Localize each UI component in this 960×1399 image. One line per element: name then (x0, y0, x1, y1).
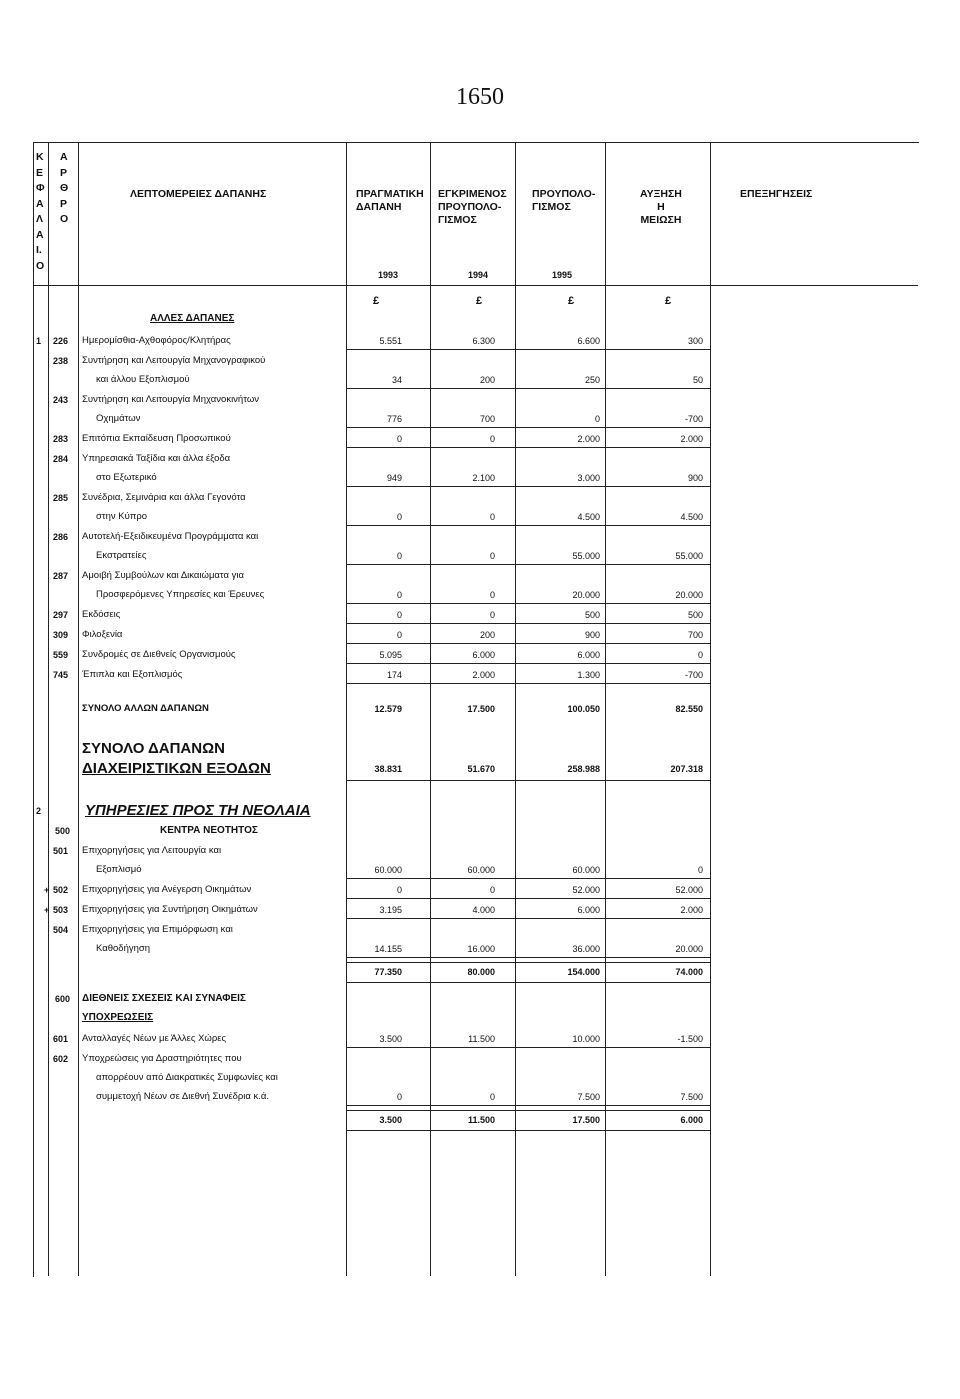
section-title: ΑΛΛΕΣ ΔΑΠΑΝΕΣ (150, 313, 235, 324)
rule (346, 982, 710, 983)
total-value: 17.500 (467, 704, 495, 714)
row-value: 52.000 (675, 885, 703, 895)
kefalaio-number: 2 (36, 806, 42, 816)
subtotal-value: 6.000 (680, 1115, 703, 1125)
row-rule (346, 623, 710, 624)
row-value: 20.000 (572, 590, 600, 600)
row-value: 0 (594, 414, 600, 424)
row-value: 2.000 (680, 434, 703, 444)
row-description: Αυτοτελή-Εξειδικευμένα Προγράμματα και (82, 531, 259, 542)
row-value: 3.500 (379, 1034, 402, 1044)
row-code: 503 (53, 905, 69, 915)
row-value: 0 (489, 590, 495, 600)
row-code: 501 (53, 846, 69, 856)
header-letter: Ρ (60, 197, 68, 210)
header-letter: Α (36, 228, 44, 241)
row-code: 309 (53, 630, 69, 640)
row-value: 2.000 (680, 905, 703, 915)
row-rule (346, 564, 710, 565)
row-description: Αμοιβή Συμβούλων και Δικαιώματα για (82, 570, 245, 581)
group-title: ΔΙΕΘΝΕΙΣ ΣΧΕΣΕΙΣ ΚΑΙ ΣΥΝΑΦΕΙΣ (82, 993, 246, 1004)
col-divider (78, 142, 79, 1276)
row-description: Ανταλλαγές Νέων με Άλλες Χώρες (82, 1033, 227, 1044)
row-value: -700 (684, 670, 703, 680)
year-approved: 1994 (468, 270, 489, 280)
subtotal-value: 17.500 (572, 1115, 600, 1125)
row-description: Συνδρομές σε Διεθνείς Οργανισμούς (82, 649, 236, 660)
row-value: 0 (489, 512, 495, 522)
arthro-header (60, 150, 68, 228)
row-value: 4.000 (472, 905, 495, 915)
currency-symbol: £ (568, 295, 575, 307)
row-rule (346, 957, 710, 958)
explanations-header: ΕΠΕΞΗΓΗΣΕΙΣ (740, 188, 813, 200)
row-value: 36.000 (572, 944, 600, 954)
row-rule (346, 603, 710, 604)
row-value: 2.000 (577, 434, 600, 444)
row-code: 284 (53, 454, 69, 464)
row-description: Επιχορηγήσεις για Λειτουργία και (82, 845, 222, 856)
grand-total-label-1: ΣΥΝΟΛΟ ΔΑΠΑΝΩΝ (82, 740, 225, 757)
row-value: 16.000 (467, 944, 495, 954)
row-value: 55.000 (675, 551, 703, 561)
row-description: Οχημάτων (96, 413, 141, 424)
col-divider (710, 142, 711, 1276)
row-description: Υπηρεσιακά Ταξίδια και άλλα έξοδα (82, 453, 231, 464)
row-value: 6.600 (577, 336, 600, 346)
row-code: 745 (53, 670, 69, 680)
row-value: 0 (396, 1092, 402, 1102)
row-value: 250 (584, 375, 600, 385)
actual-expense-header: ΠΡΑΓΜΑΤΙΚΗ ΔΑΠΑΝΗ (356, 188, 424, 213)
row-value: -1.500 (677, 1034, 703, 1044)
currency-symbol: £ (373, 295, 380, 307)
header-letter: Ο (36, 259, 45, 272)
row-value: 60.000 (572, 865, 600, 875)
subtotal-value: 77.350 (374, 967, 402, 977)
row-rule (346, 388, 710, 389)
row-value: 20.000 (675, 590, 703, 600)
row-value: 200 (479, 630, 495, 640)
row-code: 602 (53, 1054, 69, 1064)
currency-symbol: £ (665, 295, 672, 307)
kefalaio-header (36, 150, 45, 274)
row-description: στο Εξωτερικό (96, 472, 157, 483)
row-value: 0 (489, 434, 495, 444)
row-value: 5.551 (379, 336, 402, 346)
row-value: 60.000 (374, 865, 402, 875)
row-description: συμμετοχή Νέων σε Διεθνή Συνέδρια κ.ά. (96, 1091, 270, 1102)
row-description: Επιχορηγήσεις για Επιμόρφωση και (82, 924, 233, 935)
total-value: 82.550 (675, 704, 703, 714)
grand-total-value: 38.831 (374, 764, 402, 774)
header-letter: Θ (60, 182, 69, 194)
details-header: ΛΕΠΤΟΜΕΡΕΙΕΣ ΔΑΠΑΝΗΣ (130, 188, 267, 200)
group-title: ΥΠΟΧΡΕΩΣΕΙΣ (82, 1012, 154, 1023)
row-description: Εκστρατείες (96, 550, 147, 561)
subtotal-value: 154.000 (567, 967, 600, 977)
grand-total-value: 51.670 (467, 764, 495, 774)
row-value: 11.500 (468, 1034, 495, 1044)
row-value: 34 (391, 375, 402, 385)
row-value: 3.000 (577, 473, 600, 483)
row-value: 52.000 (572, 885, 600, 895)
row-value: 6.300 (472, 336, 495, 346)
total-value: 100.050 (567, 704, 600, 714)
group-code: 500 (55, 826, 71, 836)
row-value: 900 (584, 630, 600, 640)
row-value: 0 (396, 590, 402, 600)
row-rule (346, 898, 710, 899)
subtotal-value: 11.500 (467, 1115, 495, 1125)
group-code: 600 (55, 994, 71, 1004)
row-rule (346, 447, 710, 448)
row-code: 287 (53, 571, 69, 581)
row-description: Συντήρηση και Λειτουργία Μηχανοκινήτων (82, 394, 259, 405)
row-description: Επιχορηγήσεις για Ανέγερση Οικημάτων (82, 884, 252, 895)
row-code: 243 (53, 395, 69, 405)
group-title: ΚΕΝΤΡΑ ΝΕΟΤΗΤΟΣ (160, 825, 258, 836)
row-description: Εκδόσεις (82, 609, 121, 620)
header-letter: Φ (36, 182, 45, 194)
row-value: 700 (479, 414, 495, 424)
subtotal-value: 3.500 (379, 1115, 402, 1125)
row-value: 2.100 (472, 473, 495, 483)
row-value: 10.000 (572, 1034, 600, 1044)
row-value: 300 (687, 336, 703, 346)
row-code: 559 (53, 650, 69, 660)
row-value: 4.500 (680, 512, 703, 522)
row-description: Συντήρηση και Λειτουργία Μηχανογραφικού (82, 355, 266, 366)
row-value: 0 (697, 865, 703, 875)
row-rule (346, 525, 710, 526)
rule (346, 780, 710, 781)
row-rule (346, 486, 710, 487)
currency-symbol: £ (476, 295, 483, 307)
row-value: 50 (692, 375, 703, 385)
row-rule (346, 918, 710, 919)
row-value: 60.000 (467, 865, 495, 875)
row-rule (346, 349, 710, 350)
row-mark: + (44, 885, 50, 895)
row-code: 283 (53, 434, 69, 444)
row-value: 7.500 (577, 1092, 600, 1102)
approved-budget-header: ΕΓΚΡΙΜΕΝΟΣ ΠΡΟΥΠΟΛΟ- ΓΙΣΜΟΣ (438, 188, 507, 226)
row-value: 949 (386, 473, 402, 483)
rule (346, 1130, 710, 1131)
row-code: 297 (53, 610, 69, 620)
row-value: 7.500 (680, 1092, 703, 1102)
header-letter: Λ (36, 213, 44, 225)
budget-header: ΠΡΟΥΠΟΛΟ- ΓΙΣΜΟΣ (532, 188, 596, 213)
row-value: 6.000 (472, 650, 495, 660)
row-description: Επιχορηγήσεις για Συντήρηση Οικημάτων (82, 904, 258, 915)
row-description: στην Κύπρο (96, 511, 148, 522)
subtotal-value: 80.000 (467, 967, 495, 977)
header-letter: Ι. (36, 244, 42, 256)
header-letter: Ο (60, 213, 69, 225)
row-value: 0 (396, 630, 402, 640)
row-mark: + (44, 905, 50, 915)
row-description: και άλλου Εξοπλισμού (96, 374, 190, 385)
row-value: 500 (687, 610, 703, 620)
row-description: Επιτόπια Εκπαίδευση Προσωπικού (82, 433, 231, 444)
row-rule (346, 683, 710, 684)
header-rule (33, 285, 918, 286)
row-value: 174 (386, 670, 402, 680)
row-value: 1.300 (577, 670, 600, 680)
row-description: Υποχρεώσεις για Δραστηριότητες που (82, 1053, 242, 1064)
row-code: 286 (53, 532, 69, 542)
row-value: 3.195 (379, 905, 402, 915)
row-value: 0 (697, 650, 703, 660)
header-letter: Α (36, 197, 44, 210)
row-code: 285 (53, 493, 69, 503)
year-budget: 1995 (552, 270, 573, 280)
row-value: 6.000 (577, 650, 600, 660)
row-description: Φιλοξενία (82, 629, 123, 640)
section-title: ΥΠΗΡΕΣΙΕΣ ΠΡΟΣ ΤΗ ΝΕΟΛΑΙΑ (85, 802, 311, 819)
subtotal-value: 74.000 (675, 967, 703, 977)
section-total-label: ΣΥΝΟΛΟ ΑΛΛΩΝ ΔΑΠΑΝΩΝ (82, 703, 209, 714)
row-value: 6.000 (577, 905, 600, 915)
change-header: ΑΥΞΗΣΗ Η ΜΕΙΩΣΗ (640, 188, 682, 226)
header-letter: Ρ (60, 166, 68, 179)
row-value: 55.000 (572, 551, 600, 561)
row-value: 0 (396, 434, 402, 444)
row-description: Έπιπλα και Εξοπλισμός (82, 669, 183, 680)
page-number: 1650 (456, 84, 504, 110)
row-value: 0 (396, 551, 402, 561)
row-value: 0 (396, 610, 402, 620)
row-description: Ημερομίσθια-Αχθοφόρος/Κλητήρας (82, 335, 231, 346)
row-value: 700 (687, 630, 703, 640)
row-value: 14.155 (374, 944, 402, 954)
grand-total-value: 258.988 (567, 764, 600, 774)
row-value: 0 (396, 885, 402, 895)
row-value: 200 (479, 375, 495, 385)
header-letter: Α (60, 151, 68, 163)
header-letter: Κ (36, 151, 44, 163)
row-code: 226 (53, 336, 69, 346)
row-value: 0 (489, 551, 495, 561)
row-value: -700 (684, 414, 703, 424)
row-description: Προσφερόμενες Υπηρεσίες και Έρευνες (96, 589, 265, 600)
rule (346, 962, 710, 963)
row-code: 601 (53, 1034, 69, 1044)
row-rule (346, 643, 710, 644)
row-value: 900 (687, 473, 703, 483)
row-rule (346, 663, 710, 664)
row-value: 0 (396, 512, 402, 522)
rule (346, 1110, 710, 1111)
row-value: 5.095 (379, 650, 402, 660)
row-description: Καθοδήγηση (96, 943, 151, 954)
row-value: 4.500 (577, 512, 600, 522)
row-value: 2.000 (472, 670, 495, 680)
row-value: 0 (489, 610, 495, 620)
row-description: Συνέδρια, Σεμινάρια και άλλα Γεγονότα (82, 492, 246, 503)
row-code: 502 (53, 885, 69, 895)
row-code: 238 (53, 356, 69, 366)
row-description: απορρέουν από Διακρατικές Συμφωνίες και (96, 1072, 278, 1083)
year-actual: 1993 (378, 270, 399, 280)
header-letter: Ε (36, 166, 44, 179)
kefalaio-number: 1 (36, 336, 42, 346)
row-value: 0 (489, 1092, 495, 1102)
grand-total-label-2: ΔΙΑΧΕΙΡΙΣΤΙΚΩΝ ΕΞΟΔΩΝ (82, 760, 271, 777)
row-rule (346, 1105, 710, 1106)
row-value: 776 (386, 414, 402, 424)
grand-total-value: 207.318 (670, 764, 703, 774)
row-rule (346, 427, 710, 428)
row-description: Εξοπλισμό (96, 864, 142, 875)
row-rule (346, 878, 710, 879)
row-code: 504 (53, 925, 69, 935)
row-value: 500 (584, 610, 600, 620)
row-rule (346, 1047, 710, 1048)
row-value: 0 (489, 885, 495, 895)
total-value: 12.579 (374, 704, 402, 714)
col-divider (48, 142, 49, 1276)
row-value: 20.000 (675, 944, 703, 954)
